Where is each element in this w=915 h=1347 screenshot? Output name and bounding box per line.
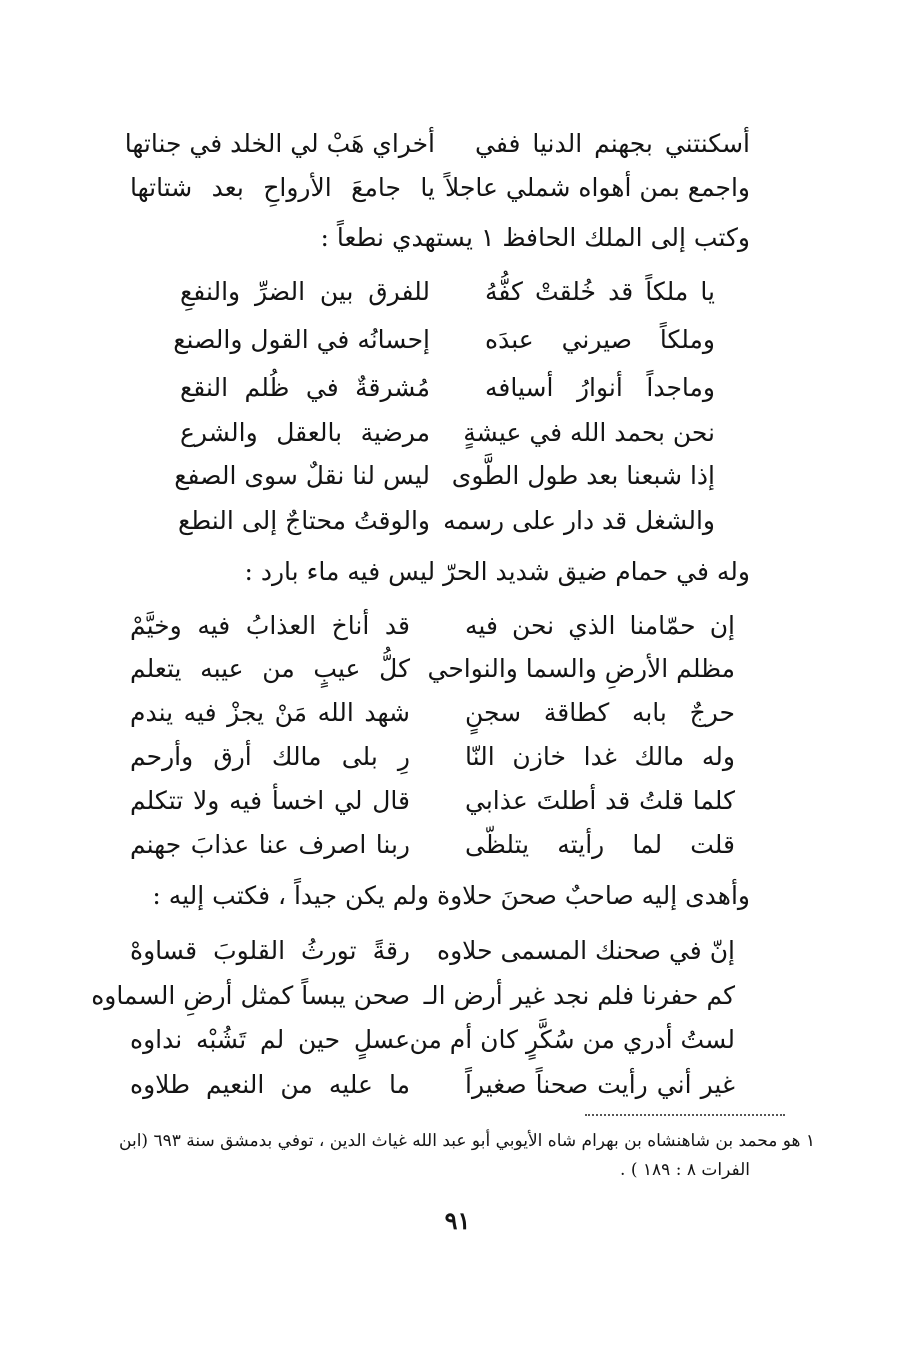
verse-row <box>91 978 735 1014</box>
verse-row <box>130 827 735 863</box>
intro-line: وكتب إلى الملك الحافظ ١ يستهدي نطعاً : <box>320 223 750 252</box>
verse-first-hemistich: وماجداً أنوارُ أسيافه <box>485 373 715 402</box>
verse-first-hemistich: مظلم الأرضِ والسما والنواحي <box>427 654 735 683</box>
verse-second-hemistich: شهد الله مَنْ يجزْ فيه يندم <box>130 698 410 727</box>
verse-first-hemistich: يا ملكاً قد خُلقتْ كفُّهُ <box>485 277 715 306</box>
verse-row <box>180 415 715 451</box>
verse-row <box>130 1067 735 1103</box>
verse-row <box>180 370 715 406</box>
page-number: ٩١ <box>444 1206 471 1235</box>
verse-first-hemistich: وله مالك غدا خازن النّا <box>465 742 735 771</box>
verse-second-hemistich: رقةً تورثُ القلوبَ قساوهْ <box>130 936 410 965</box>
verse-first-hemistich: لستُ أدري من سُكَّرٍ كان أم من <box>409 1025 735 1054</box>
verse-first-hemistich: والشغل قد دار على رسمه <box>443 506 715 535</box>
verse-second-hemistich: إحسانُه في القول والصنع <box>173 325 430 354</box>
verse-second-hemistich: والوقتُ محتاجٌ إلى النطع <box>177 506 430 535</box>
verse-first-hemistich: قلت لما رأيته يتلظّى <box>465 830 735 859</box>
verse-second-hemistich: مرضية بالعقل والشرع <box>180 418 430 447</box>
verse-second-hemistich: يا جامعَ الأرواحِ بعد شتاتها <box>130 173 435 202</box>
verse-row <box>130 170 750 206</box>
verse-second-hemistich: كلُّ عيبٍ من عيبه يتعلم <box>130 654 410 683</box>
verse-second-hemistich: ربنا اصرف عنا عذابَ جهنم <box>130 830 410 859</box>
verse-second-hemistich: رِ بلى مالك أرق وأرحم <box>130 742 410 771</box>
verse-second-hemistich: مُشرقةٌ في ظُلم النقع <box>180 373 430 402</box>
verse-row <box>130 783 735 819</box>
footnote-separator <box>585 1114 785 1116</box>
verse-row <box>180 274 715 310</box>
verse-first-hemistich: كلما قلتُ قد أطلتَ عذابي <box>465 786 735 815</box>
verse-first-hemistich: غير أني رأيت صحناً صغيراً <box>465 1070 735 1099</box>
verse-row <box>130 1022 735 1058</box>
verse-second-hemistich: للفرق بين الضرِّ والنفعِ <box>180 277 430 306</box>
verse-first-hemistich: واجمع بمن أهواه شملي عاجلاً <box>445 173 750 202</box>
verse-first-hemistich: نحن بحمد الله في عيشةٍ <box>463 418 715 447</box>
verse-second-hemistich: صحن يبساً كمثل أرضِ السماوه <box>91 981 410 1010</box>
verse-row <box>177 503 715 539</box>
footnote-line: الفرات ٨ : ١٨٩ ) . <box>620 1160 750 1180</box>
verse-second-hemistich: ما عليه من النعيم طلاوه <box>130 1070 410 1099</box>
verse-row <box>130 608 735 644</box>
verse-row <box>130 933 735 969</box>
verse-first-hemistich: إذا شبعنا بعد طول الطَّوى <box>451 461 715 490</box>
verse-row <box>124 126 750 162</box>
verse-second-hemistich: قال لي اخسأ فيه ولا تتكلم <box>130 786 410 815</box>
verse-row <box>173 322 715 358</box>
verse-row <box>130 739 735 775</box>
verse-first-hemistich: إنّ في صحنك المسمى حلاوه <box>436 936 735 965</box>
verse-second-hemistich: ليس لنا نقلٌ سوى الصفع <box>174 461 430 490</box>
verse-row <box>130 695 735 731</box>
footnote-line: ١ هو محمد بن شاهنشاه بن بهرام شاه الأيوبي أبو عبد الله غياث الدين ، توفي بدمشق سنة ٦٩٣ (ابن <box>119 1131 815 1151</box>
verse-second-hemistich: عسلٍ حين لم تَشُبْه نداوه <box>130 1025 410 1054</box>
verse-second-hemistich: أخراي هَبْ لي الخلد في جناتها <box>124 129 435 158</box>
verse-first-hemistich: إن حمّامنا الذي نحن فيه <box>465 611 735 640</box>
verse-row <box>130 651 735 687</box>
verse-second-hemistich: قد أناخ العذابُ فيه وخيَّمْ <box>130 611 410 640</box>
verse-first-hemistich: وملكاً صيرني عبدَه <box>485 325 715 354</box>
verse-row <box>174 458 715 494</box>
verse-first-hemistich: أسكنتني بجهنم الدنيا ففي <box>475 129 750 158</box>
verse-first-hemistich: كم حفرنا فلم نجد غير أرض الـ <box>423 981 735 1010</box>
verse-first-hemistich: حرجٌ بابه كطاقة سجنٍ <box>465 698 735 727</box>
intro-line: وله في حمام ضيق شديد الحرّ ليس فيه ماء بارد : <box>244 557 750 586</box>
intro-line: وأهدى إليه صاحبٌ صحنَ حلاوة ولم يكن جيداً ، فكتب إليه : <box>152 881 750 910</box>
